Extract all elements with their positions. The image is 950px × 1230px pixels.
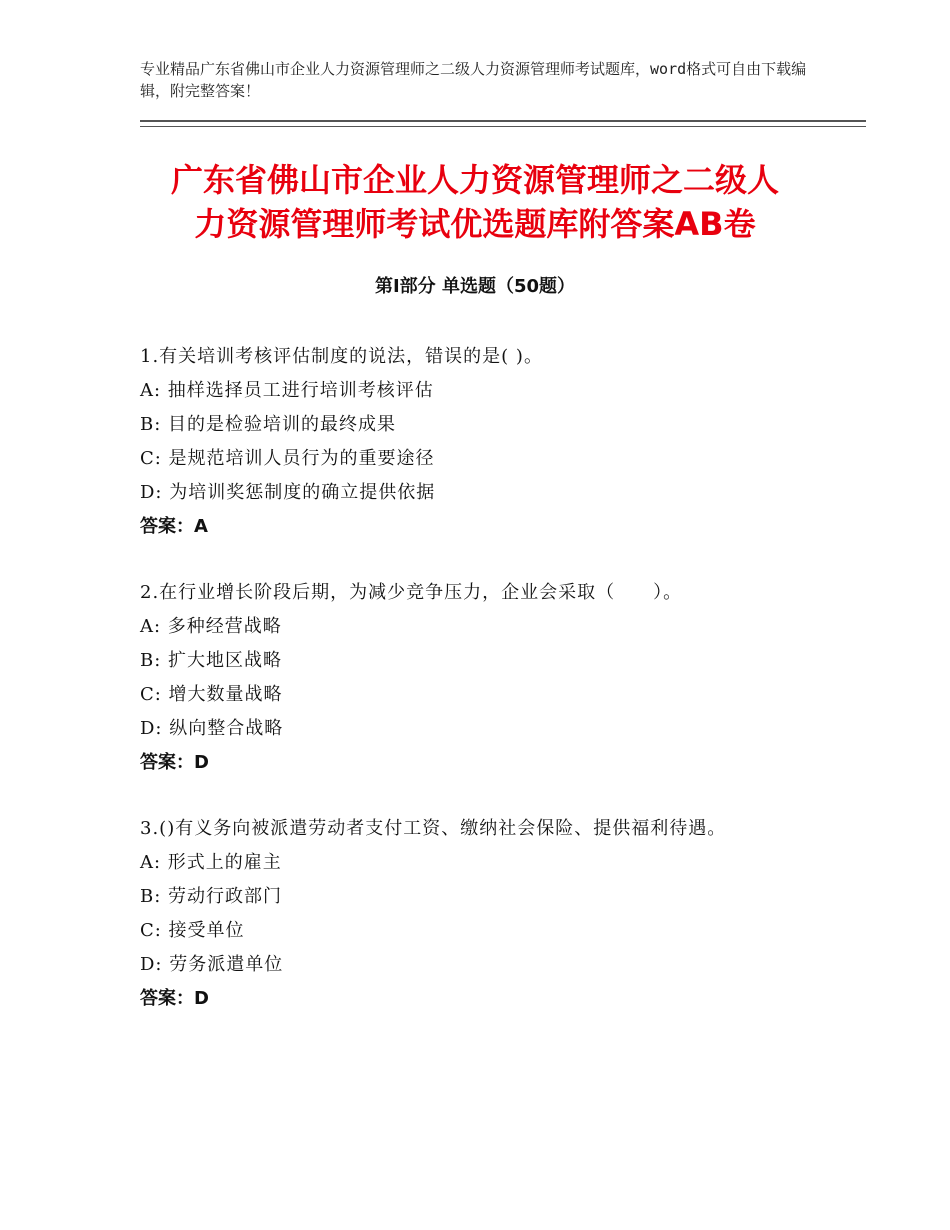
section-heading: 第Ⅰ部分 单选题（50题）	[374, 276, 575, 297]
option-d: D: 为培训奖惩制度的确立提供依据	[140, 482, 436, 503]
question-answer: 答案：A	[140, 516, 208, 537]
option-d: D: 纵向整合战略	[140, 718, 284, 739]
header-note: 专业精品广东省佛山市企业人力资源管理师之二级人力资源管理师考试题库，word格式可自由下载编辑，附完整答案！	[140, 60, 807, 100]
question-2	[140, 578, 810, 778]
option-b: B: 扩大地区战略	[140, 650, 283, 671]
question-answer: 答案：D	[140, 752, 209, 773]
option-b: B: 目的是检验培训的最终成果	[140, 414, 397, 435]
question-answer: 答案：D	[140, 988, 209, 1009]
question-stem: 2.在行业增长阶段后期，为减少竞争压力，企业会采取（ ）。	[140, 582, 683, 603]
question-3	[140, 814, 810, 1014]
option-c: C: 是规范培训人员行为的重要途径	[140, 448, 435, 469]
question-stem: 3.()有义务向被派遣劳动者支付工资、缴纳社会保险、提供福利待遇。	[140, 818, 727, 839]
option-a: A: 形式上的雇主	[140, 852, 282, 873]
option-a: A: 抽样选择员工进行培训考核评估	[140, 380, 434, 401]
document-title-line-1: 广东省佛山市企业人力资源管理师之二级人	[170, 161, 779, 199]
option-a: A: 多种经营战略	[140, 616, 282, 637]
option-b: B: 劳动行政部门	[140, 886, 283, 907]
option-c: C: 接受单位	[140, 920, 245, 941]
option-d: D: 劳务派遣单位	[140, 954, 284, 975]
question-1	[140, 342, 810, 542]
question-stem: 1.有关培训考核评估制度的说法，错误的是( )。	[140, 346, 543, 367]
question-list	[140, 342, 810, 1050]
document-title	[90, 158, 860, 246]
header-divider	[140, 120, 866, 127]
option-c: C: 增大数量战略	[140, 684, 283, 705]
document-title-line-2: 力资源管理师考试优选题库附答案AB卷	[194, 205, 756, 243]
